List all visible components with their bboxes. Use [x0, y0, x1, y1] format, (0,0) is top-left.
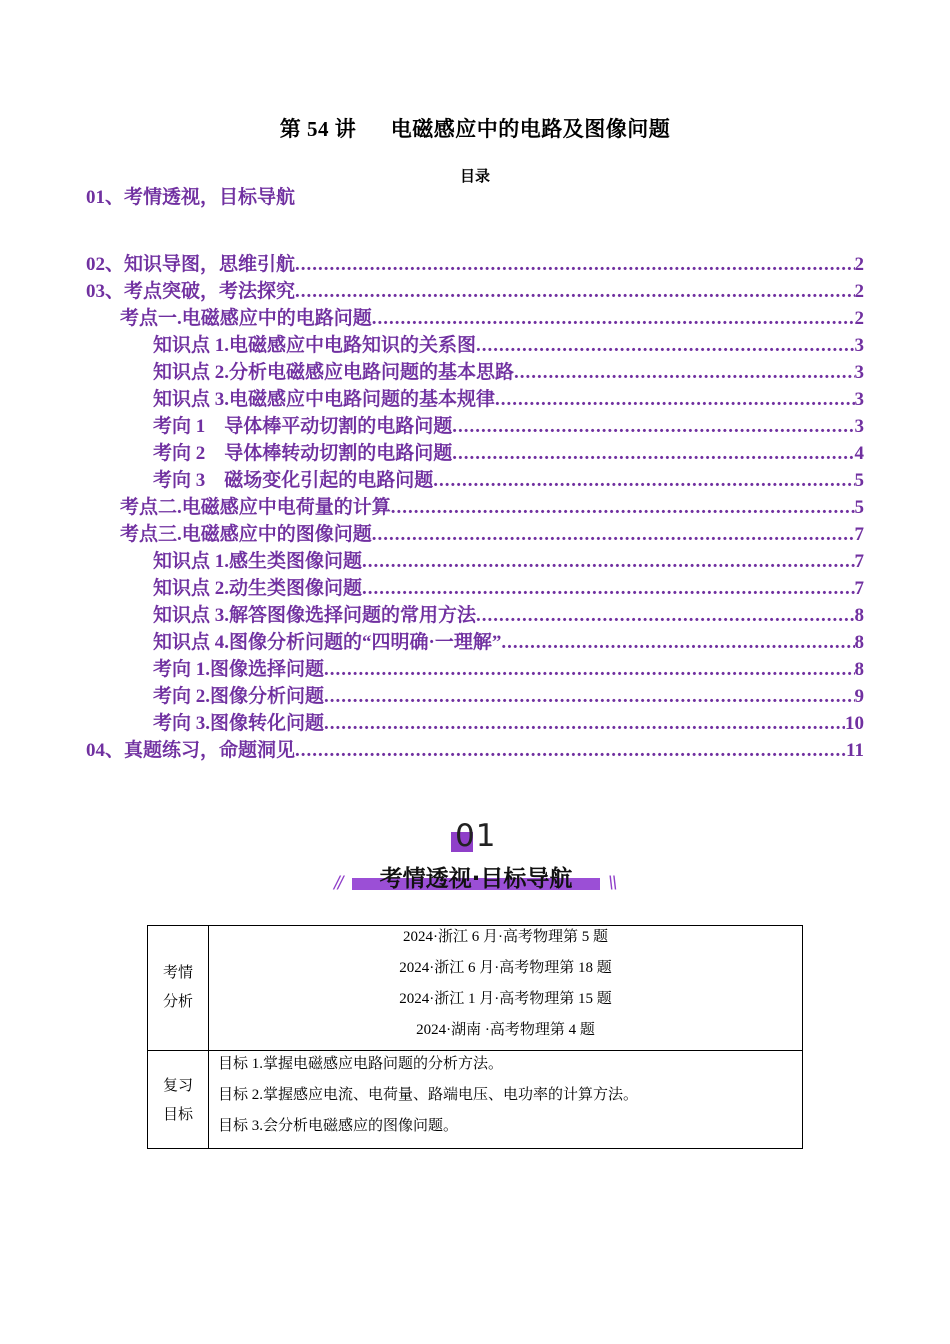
toc-entry[interactable]: 考向 2.图像分析问题 ..... 9	[153, 683, 864, 710]
goal-item: 目标 2.掌握感应电流、电荷量、路端电压、电功率的计算方法。	[218, 1087, 639, 1103]
toc-entry[interactable]: 考点三.电磁感应中的图像问题 ..... 7	[120, 521, 864, 548]
toc-entry[interactable]: 知识点 1.电磁感应中电路知识的关系图 ..... 3	[153, 332, 864, 359]
toc-entry[interactable]: 知识点 2.分析电磁感应电路问题的基本思路 ..... 3	[153, 359, 864, 386]
toc-entry[interactable]: 知识点 3.电磁感应中电路问题的基本规律 ..... 3	[153, 386, 864, 413]
toc-entry[interactable]: 考点二.电磁感应中电荷量的计算 ..... 5	[120, 494, 864, 521]
toc-entry[interactable]: 考向 2 导体棒转动切割的电路问题 ..... 4	[153, 440, 864, 467]
exam-list	[209, 926, 803, 1051]
table-row	[148, 1051, 803, 1149]
toc-leader	[372, 305, 855, 332]
toc-entry[interactable]: 知识点 4.图像分析问题的“四明确·一理解” ..... 8	[153, 629, 864, 656]
toc-entry[interactable]: 04、真题练习，命题洞见 ..... 11	[86, 737, 864, 764]
toc-leader	[514, 359, 854, 386]
row-label-analysis: 考情 分析	[148, 926, 209, 1051]
table-row	[148, 926, 803, 1051]
toc-entry[interactable]: 03、考点突破，考法探究 ..... 2	[86, 278, 864, 305]
goal-item: 目标 3.会分析电磁感应的图像问题。	[218, 1118, 459, 1134]
document-title: 第 54 讲 电磁感应中的电路及图像问题	[279, 117, 671, 141]
exam-item: 2024·浙江 6 月·高考物理第 18 题	[399, 960, 612, 976]
toc-leader	[476, 332, 854, 359]
slash-decoration-right: \\	[608, 873, 616, 893]
toc-entry[interactable]: 知识点 1.感生类图像问题 ..... 7	[153, 548, 864, 575]
toc-entry[interactable]: 知识点 2.动生类图像问题 ..... 7	[153, 575, 864, 602]
toc-leader	[295, 278, 854, 305]
toc-leader	[372, 521, 855, 548]
goal-item: 目标 1.掌握电磁感应电路问题的分析方法。	[218, 1056, 504, 1072]
toc-leader	[452, 440, 854, 467]
goal-list	[209, 1051, 803, 1149]
toc-leader	[433, 467, 854, 494]
toc-entry[interactable]: 考点一.电磁感应中的电路问题 ..... 2	[120, 305, 864, 332]
toc-heading: 目录	[459, 169, 490, 185]
row-label-goals: 复习 目标	[148, 1051, 209, 1149]
toc-leader	[495, 386, 854, 413]
toc-entry[interactable]: 知识点 3.解答图像选择问题的常用方法 ..... 8	[153, 602, 864, 629]
toc-leader	[295, 737, 846, 764]
toc-entry[interactable]: 02、知识导图，思维引航 ..... 2	[86, 251, 864, 278]
toc-leader	[476, 602, 854, 629]
analysis-table	[147, 925, 803, 1149]
toc-entry[interactable]: 考向 3.图像转化问题 ..... 10	[153, 710, 864, 737]
toc-entry[interactable]: 考向 1 导体棒平动切割的电路问题 ..... 3	[153, 413, 864, 440]
exam-item: 2024·浙江 1 月·高考物理第 15 题	[399, 991, 612, 1007]
section-number: 01	[455, 818, 497, 854]
toc-leader	[452, 413, 854, 440]
toc-leader	[362, 548, 854, 575]
exam-item: 2024·湖南 ·高考物理第 4 题	[416, 1022, 595, 1038]
toc-entry[interactable]: 考向 3 磁场变化引起的电路问题 ..... 5	[153, 467, 864, 494]
toc-leader	[362, 575, 854, 602]
section-title: 考情透视·目标导航	[379, 866, 573, 892]
exam-item: 2024·浙江 6 月·高考物理第 5 题	[403, 929, 608, 945]
toc-entry[interactable]: 考向 1.图像选择问题 ..... 8	[153, 656, 864, 683]
section-banner	[0, 818, 950, 898]
toc-leader	[324, 683, 854, 710]
toc-leader	[324, 710, 845, 737]
slash-decoration-left: //	[334, 873, 342, 893]
toc-leader	[391, 494, 855, 521]
toc-leader	[295, 251, 854, 278]
toc-leader	[324, 656, 854, 683]
toc-leader	[501, 629, 854, 656]
toc-entry-first[interactable]: 01、考情透视，目标导航	[86, 187, 296, 208]
